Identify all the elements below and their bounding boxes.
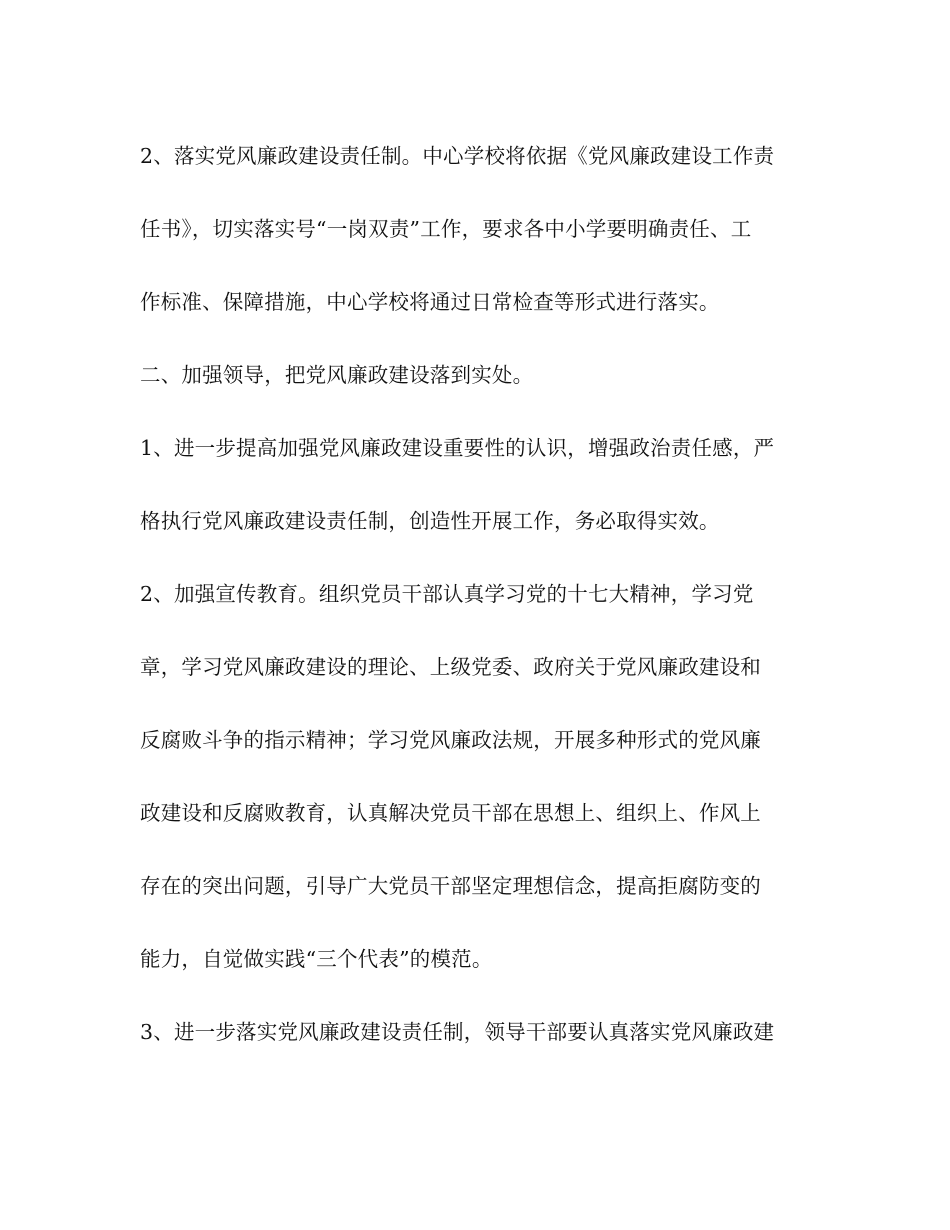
text-line: 格执行党风廉政建设责任制，创造性开展工作，务必取得实效。 (140, 509, 720, 533)
text-line: 任书》，切实落实号“一岗双责”工作，要求各中小学要明确责任、工 (140, 217, 752, 241)
text-line: 能力，自觉做实践“三个代表”的模范。 (140, 947, 493, 971)
text-line: 3、进一步落实党风廉政建设责任制，领导干部要认真落实党风廉政建 (140, 1020, 775, 1044)
text-line: 存在的突出问题，引导广大党员干部坚定理想信念，提高拒腐防变的 (140, 874, 761, 898)
text-line: 2、落实党风廉政建设责任制。中心学校将依据《党风廉政建设工作责 (140, 144, 775, 168)
text-line: 政建设和反腐败教育，认真解决党员干部在思想上、组织上、作风上 (140, 801, 761, 825)
text-line: 章，学习党风廉政建设的理论、上级党委、政府关于党风廉政建设和 (140, 655, 761, 679)
text-line: 1、进一步提高加强党风廉政建设重要性的认识，增强政治责任感，严 (140, 436, 775, 460)
document-body (140, 131, 820, 1080)
text-line: 作标准、保障措施，中心学校将通过日常检查等形式进行落实。 (140, 290, 720, 314)
text-line: 2、加强宣传教育。组织党员干部认真学习党的十七大精神，学习党 (140, 582, 754, 606)
section-heading: 二、加强领导，把党风廉政建设落到实处。 (140, 363, 534, 387)
text-line: 反腐败斗争的指示精神；学习党风廉政法规，开展多种形式的党风廉 (140, 728, 761, 752)
